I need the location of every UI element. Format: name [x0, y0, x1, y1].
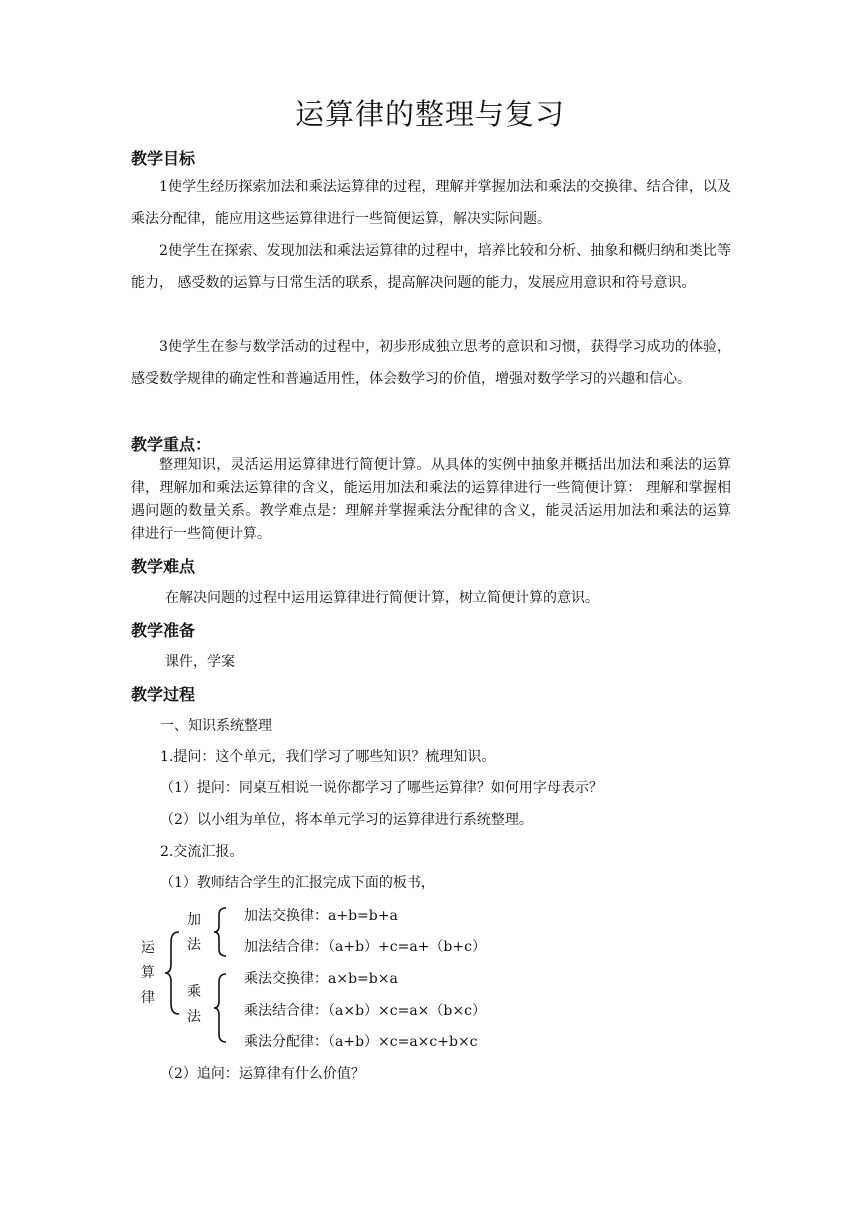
process-line-4: （2）以小组为单位，将本单元学习的运算律进行系统整理。 [160, 812, 533, 828]
key-points-heading: 教学重点： [131, 435, 212, 454]
process-heading: 教学过程 [131, 685, 196, 704]
multiplication-brace-icon [212, 972, 230, 1044]
document-title: 运算律的整理与复习 [294, 97, 565, 131]
objective-item-3: 3使学生在参与数学活动的过程中，初步形成独立思考的意识和习惯，获得学习成功的体验，感受数学规律的确定性和普遍适用性，体会数学习的价值，增强对数学学习的兴趣和信心。 [131, 339, 731, 387]
preparation-heading: 教学准备 [131, 621, 196, 640]
process-line-3: （1）提问：同桌互相说一说你都学习了哪些运算律？如何用字母表示？ [160, 780, 603, 796]
objective-item-1: 1使学生经历探索加法和乘法运算律的过程，理解并掌握加法和乘法的交换律、结合律，以及乘法分配律，能应用这些运算律进行一些简便运算，解决实际问题。 [131, 179, 731, 227]
preparation-text: 课件，学案 [165, 654, 235, 670]
addition-brace-icon [212, 906, 230, 958]
objectives-heading: 教学目标 [131, 149, 196, 168]
process-line-2: 1.提问：这个单元，我们学习了哪些知识？梳理知识。 [160, 749, 496, 765]
key-points-text: 整理知识，灵活运用运算律进行简便计算。从具体的实例中抽象并概括出加法和乘法的运算律，理解加和乘法运算律的含义，能运用加法和乘法的运算律进行一些简便计算： 理解和掌握相遇问题的数量关系。教学难点是：理解并掌握乘法分配律的含义，能灵活运用加法和乘法的运算律进行一些简便计算。 [131, 457, 731, 542]
root-brace-icon [163, 930, 183, 1016]
board-addition-label: 加法 [187, 912, 201, 953]
difficulties-heading: 教学难点 [131, 557, 196, 576]
addition-rule-2: 加法结合律：（a+b）+c=a+（b+c） [244, 939, 486, 955]
board-root-label: 运算律 [141, 940, 155, 1006]
multiplication-rule-3: 乘法分配律：（a+b）×c=a×c+b×c [244, 1034, 478, 1050]
difficulties-text: 在解决问题的过程中运用运算律进行简便计算，树立简便计算的意识。 [165, 590, 599, 606]
board-multiplication-label: 乘法 [187, 984, 201, 1025]
multiplication-rule-2: 乘法结合律：（a×b）×c=a×（b×c） [244, 1003, 486, 1019]
objective-item-2: 2使学生在探索、发现加法和乘法运算律的过程中，培养比较和分析、抽象和概归纳和类比等能力， 感受数的运算与日常生活的联系，提高解决问题的能力，发展应用意识和符号意识。 [131, 243, 731, 291]
multiplication-rule-1: 乘法交换律：a×b=b×a [244, 971, 398, 987]
process-followup: （2）追问：运算律有什么价值？ [160, 1066, 365, 1082]
process-line-5: 2.交流汇报。 [160, 844, 244, 860]
process-line-1: 一、知识系统整理 [160, 718, 272, 734]
process-line-6: （1）教师结合学生的汇报完成下面的板书， [160, 875, 435, 891]
addition-rule-1: 加法交换律：a+b=b+a [244, 908, 398, 924]
